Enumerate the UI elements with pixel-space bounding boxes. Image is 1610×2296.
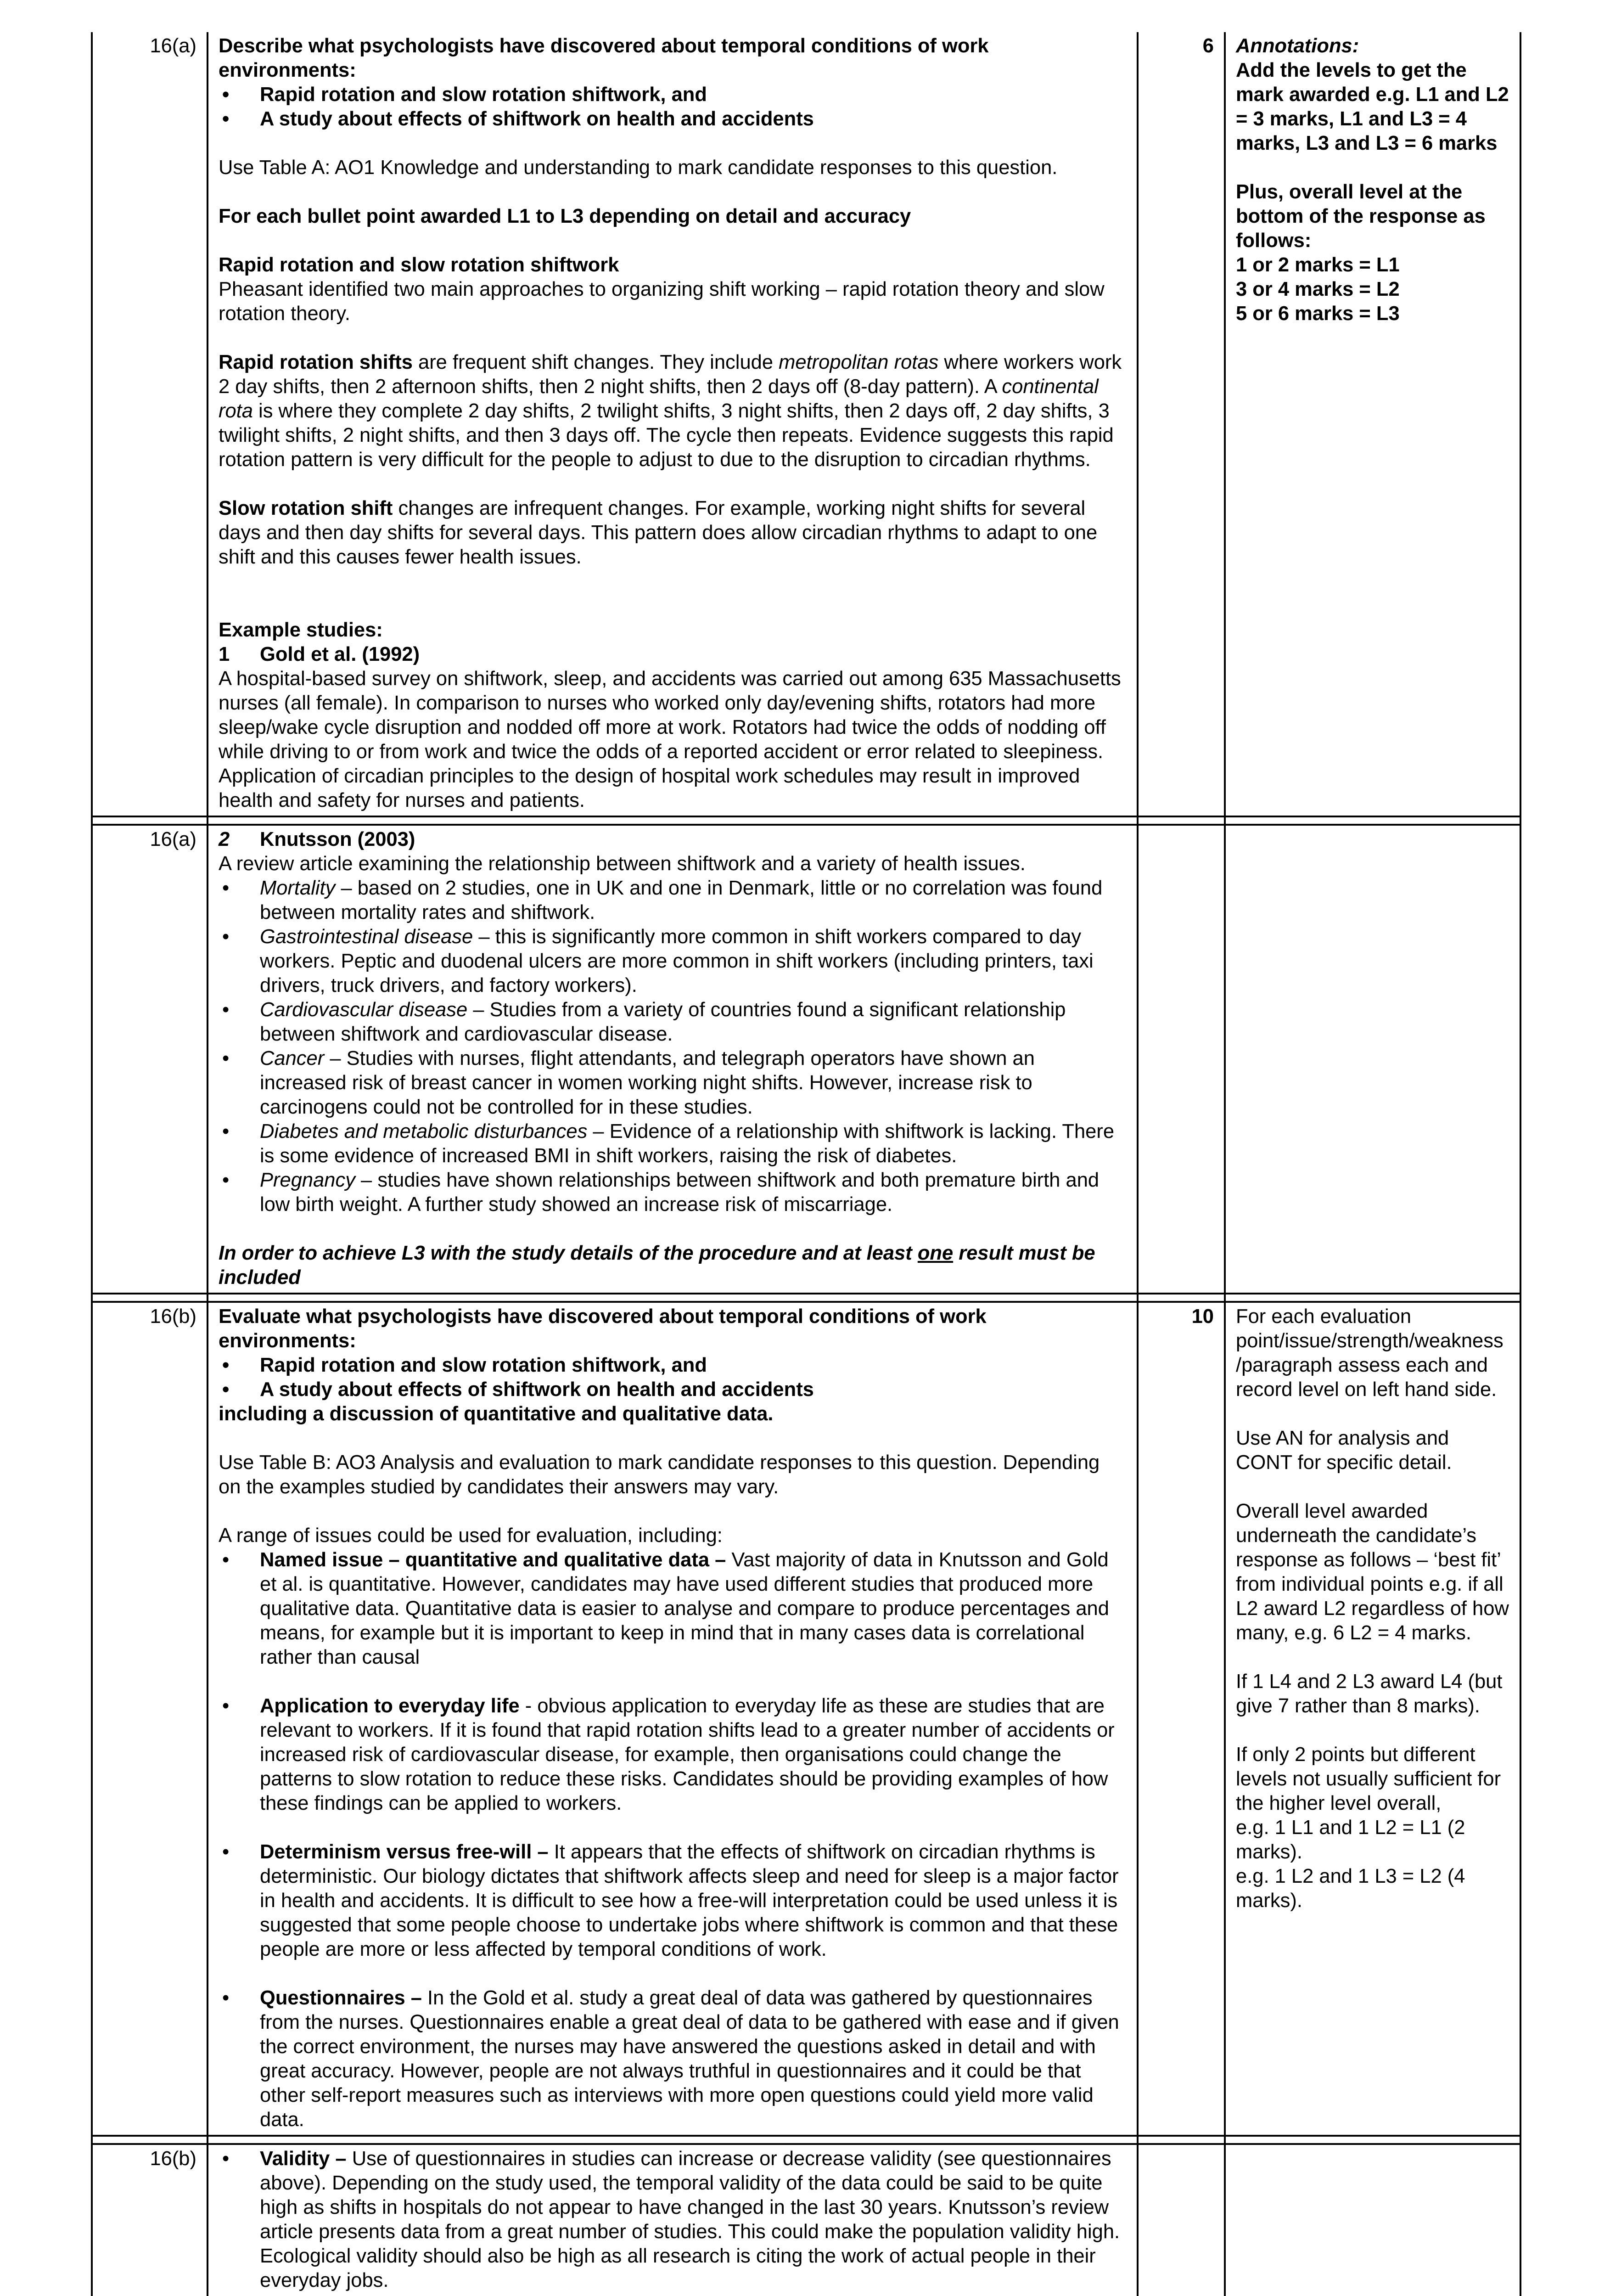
list-item	[219, 1548, 1127, 1670]
text: one	[917, 1242, 954, 1264]
text: Vast majority of data in Knutsson and Gold et al. is quantitative. However, candidates may have used different studies that produced more qualitative data. Quantitative data is easier to analyse and compare to produce percentages and means, for example but it is important to keep in mind that in many cases data is correlational rather than causal	[260, 1549, 1109, 1668]
term: Cardiovascular disease	[260, 999, 468, 1021]
evaluation-issues-list	[219, 1548, 1127, 2132]
term: Named issue – quantitative and qualitative data –	[260, 1549, 732, 1571]
text: result must be included	[219, 1242, 1095, 1289]
term: Rapid rotation shifts	[219, 351, 413, 373]
text: – studies have shown relationships between shiftwork and both premature birth and low birth weight. A further study showed an increase risk of miscarriage.	[260, 1169, 1100, 1216]
list-item	[219, 998, 1127, 1047]
row-separator	[92, 2136, 1520, 2144]
range-text: A range of issues could be used for evaluation, including:	[219, 1525, 723, 1547]
study-description: A hospital-based survey on shiftwork, sleep, and accidents was carried out among 635 Massachusetts nurses (all female). In comparison to nurses who worked only day/evening shifts, rotators had more sleep/wake cycle disruption and nodded off more at work. Rotators had twice the odds of nodding off while driving to or from work and twice the odds of a reported accident or error related to sleepiness. Application of circadian principles to the design of hospital work schedules may result in improved health and safety for nurses and patients.	[219, 668, 1121, 811]
study-heading	[219, 827, 1127, 852]
term: Pregnancy	[260, 1169, 355, 1191]
term: metropolitan rotas	[779, 351, 939, 373]
study-description: A review article examining the relationship between shiftwork and a variety of health issues.	[219, 853, 1026, 875]
evaluation-issues-list	[219, 2147, 1127, 2293]
slow-rotation-paragraph	[219, 496, 1127, 569]
term: Mortality	[260, 877, 336, 899]
answer-cell	[208, 825, 1138, 1294]
marks: 10	[1138, 1302, 1225, 2136]
guidance-cell	[1225, 32, 1520, 816]
term: Gastrointestinal disease	[260, 926, 473, 948]
term: Diabetes and metabolic disturbances	[260, 1120, 588, 1142]
list-item	[219, 1694, 1127, 1816]
row-separator	[92, 816, 1520, 825]
text: – based on 2 studies, one in UK and one in Denmark, little or no correlation was found between mortality rates and shiftwork.	[260, 877, 1103, 923]
term: Cancer	[260, 1047, 325, 1069]
guidance-text: Plus, overall level at the bottom of the response as follows:	[1236, 181, 1486, 252]
l3-requirement	[219, 1241, 1127, 1290]
text: where workers work 2 day shifts, then 2 afternoon shifts, then 2 night shifts, then 2 days off (8-day pattern). A	[219, 351, 1122, 398]
question-bullets	[219, 1353, 1127, 1402]
question-title: Describe what psychologists have discovered about temporal conditions of work environments:	[219, 35, 989, 81]
term: Questionnaires –	[260, 1987, 428, 2009]
study-number: 1	[219, 643, 230, 665]
list-item	[219, 925, 1127, 998]
rapid-rotation-paragraph	[219, 350, 1127, 472]
study-number: 2	[219, 828, 230, 850]
list-item	[219, 1120, 1127, 1168]
guidance-cell	[1225, 825, 1520, 1294]
answer-cell	[208, 2144, 1138, 2296]
text: – this is significantly more common in shift workers compared to day workers. Peptic and duodenal ulcers are more common in shift workers (including printers, taxi drivers, truck drivers, and factory workers).	[260, 926, 1094, 996]
list-item	[219, 1986, 1127, 2132]
answer-cell	[208, 1302, 1138, 2136]
text: In the Gold et al. study a great deal of data was gathered by questionnaires from the nurses. Questionnaires enable a great deal of data to be gathered with ease and if given the correct environment, the nurses may have answered the questions asked in detail and with great accuracy. However, people are not always truthful in questionnaires and it could be that other self-report measures such as interviews with more open questions could yield more valid data.	[260, 1987, 1119, 2131]
guidance-text: If only 2 points but different levels not usually sufficient for the higher level overall,	[1236, 1744, 1501, 1814]
guidance-text: Use AN for analysis and CONT for specific detail.	[1236, 1427, 1452, 1474]
text: It appears that the effects of shiftwork on circadian rhythms is deterministic. Our biology dictates that shiftwork affects sleep and need for sleep is a major factor in health and accidents. It is difficult to see how a free-will interpretation could be used unless it is suggested that some people choose to undertake jobs where shiftwork is common and that these people are more or less affected by temporal conditions of work.	[260, 1841, 1119, 1960]
guidance-text: Add the levels to get the mark awarded e.g. L1 and L2 = 3 marks, L1 and L3 = 4 marks, L3 and L3 = 6 marks	[1236, 59, 1509, 154]
text: - obvious application to everyday life as these are studies that are relevant to workers. If it is found that rapid rotation shifts lead to a greater number of accidents or increased risk of cardiovascular disease, for example, then organisations could change the patterns to slow rotation to reduce these risks. Candidates should be providing examples of how these findings can be applied to workers.	[260, 1695, 1115, 1814]
list-item	[219, 1168, 1127, 1217]
study-name: Knutsson (2003)	[260, 828, 415, 850]
row-16a-part2	[92, 825, 1520, 1294]
question-bullets	[219, 83, 1127, 131]
health-issues-list	[219, 876, 1127, 1217]
mark-scheme-table	[91, 32, 1521, 2296]
text: In order to achieve L3 with the study details of the procedure and at least	[219, 1242, 918, 1264]
study-name: Gold et al. (1992)	[260, 643, 420, 665]
list-item	[219, 1840, 1127, 1962]
guidance-text: e.g. 1 L1 and 1 L2 = L1 (2 marks).	[1236, 1817, 1465, 1863]
guidance-level: 3 or 4 marks = L2	[1236, 278, 1400, 300]
question-number: 16(b)	[92, 2144, 208, 2296]
term: continental rota	[219, 376, 1099, 422]
guidance-text: For each evaluation point/issue/strength/weakness /paragraph assess each and record level on left hand side.	[1236, 1306, 1503, 1401]
question-number: 16(b)	[92, 1302, 208, 2136]
term: Slow rotation shift	[219, 497, 393, 519]
mark-scheme-page	[91, 32, 1520, 2296]
term: Application to everyday life	[260, 1695, 520, 1717]
guidance-title: Annotations:	[1236, 35, 1359, 57]
guidance-text: Overall level awarded underneath the candidate’s response as follows – ‘best fit’ from individual points e.g. if all L2 award L2 regardless of how many, e.g. 6 L2 = 4 marks.	[1236, 1500, 1509, 1644]
guidance-cell	[1225, 2144, 1520, 2296]
answer-cell	[208, 32, 1138, 816]
question-bullet: • Rapid rotation and slow rotation shiftwork, and	[219, 1353, 1127, 1378]
row-16b-part1	[92, 1302, 1520, 2136]
bullet-levels-note: For each bullet point awarded L1 to L3 depending on detail and accuracy	[219, 205, 911, 227]
text: – Studies from a variety of countries found a significant relationship between shiftwork and cardiovascular disease.	[260, 999, 1066, 1045]
list-item	[219, 876, 1127, 925]
text: are frequent shift changes. They include	[412, 351, 779, 373]
term: Determinism versus free-will –	[260, 1841, 554, 1863]
text: is where they complete 2 day shifts, 2 twilight shifts, 3 night shifts, then 2 days off, 2 day shifts, 3 twilight shifts, 2 night shifts, and then 3 days off. The cycle then repeats. Evidence suggests this rapid rotation pattern is very difficult for the people to adjust to due to the disruption to circadian rhythms.	[219, 400, 1114, 471]
question-number: 16(a)	[92, 32, 208, 816]
row-separator	[92, 1294, 1520, 1302]
paragraph: Pheasant identified two main approaches to organizing shift working – rapid rotation theory and slow rotation theory.	[219, 278, 1105, 325]
question-bullet: • Rapid rotation and slow rotation shiftwork, and	[219, 83, 1127, 107]
text: Use of questionnaires in studies can increase or decrease validity (see questionnaires above). Depending on the study used, the temporal validity of the data could be said to be quite high as shifts in hospitals do not appear to have changed in the last 30 years. Knutsson’s review article presents data from a great number of studies. This could make the population validity high. Ecological validity should also be high as all research is citing the work of actual people in their everyday jobs.	[260, 2148, 1120, 2291]
marks	[1138, 825, 1225, 1294]
row-16a-part1	[92, 32, 1520, 816]
question-number: 16(a)	[92, 825, 208, 1294]
guidance-text: e.g. 1 L2 and 1 L3 = L2 (4 marks).	[1236, 1865, 1465, 1912]
guidance-level: 1 or 2 marks = L1	[1236, 254, 1400, 276]
question-bullet: • A study about effects of shiftwork on health and accidents	[219, 107, 1127, 131]
marks: 6	[1138, 32, 1225, 816]
marks	[1138, 2144, 1225, 2296]
text: – Evidence of a relationship with shiftwork is lacking. There is some evidence of increased BMI in shift workers, raising the risk of diabetes.	[260, 1120, 1115, 1167]
question-including: including a discussion of quantitative and qualitative data.	[219, 1403, 774, 1425]
list-item	[219, 1047, 1127, 1120]
study-heading	[219, 642, 1127, 667]
term: Validity –	[260, 2148, 352, 2170]
use-table-text: Use Table B: AO3 Analysis and evaluation to mark candidate responses to this question. Depending on the examples studied by candidates their answers may vary.	[219, 1452, 1100, 1498]
guidance-text: If 1 L4 and 2 L3 award L4 (but give 7 rather than 8 marks).	[1236, 1671, 1503, 1717]
use-table-text: Use Table A: AO1 Knowledge and understanding to mark candidate responses to this question.	[219, 157, 1058, 179]
row-16b-part2	[92, 2144, 1520, 2296]
text: – Studies with nurses, flight attendants, and telegraph operators have shown an increased risk of breast cancer in women working night shifts. However, increase risk to carcinogens could not be controlled for in these studies.	[260, 1047, 1035, 1118]
section-heading: Rapid rotation and slow rotation shiftwork	[219, 254, 619, 276]
guidance-cell	[1225, 1302, 1520, 2136]
list-item	[219, 2147, 1127, 2293]
question-bullet: • A study about effects of shiftwork on health and accidents	[219, 1378, 1127, 1402]
question-title: Evaluate what psychologists have discovered about temporal conditions of work environments:	[219, 1306, 987, 1352]
text: changes are infrequent changes. For example, working night shifts for several days and then day shifts for several days. This pattern does allow circadian rhythms to adapt to one shift and this causes fewer health issues.	[219, 497, 1098, 568]
examples-heading: Example studies:	[219, 619, 383, 641]
guidance-level: 5 or 6 marks = L3	[1236, 303, 1400, 325]
